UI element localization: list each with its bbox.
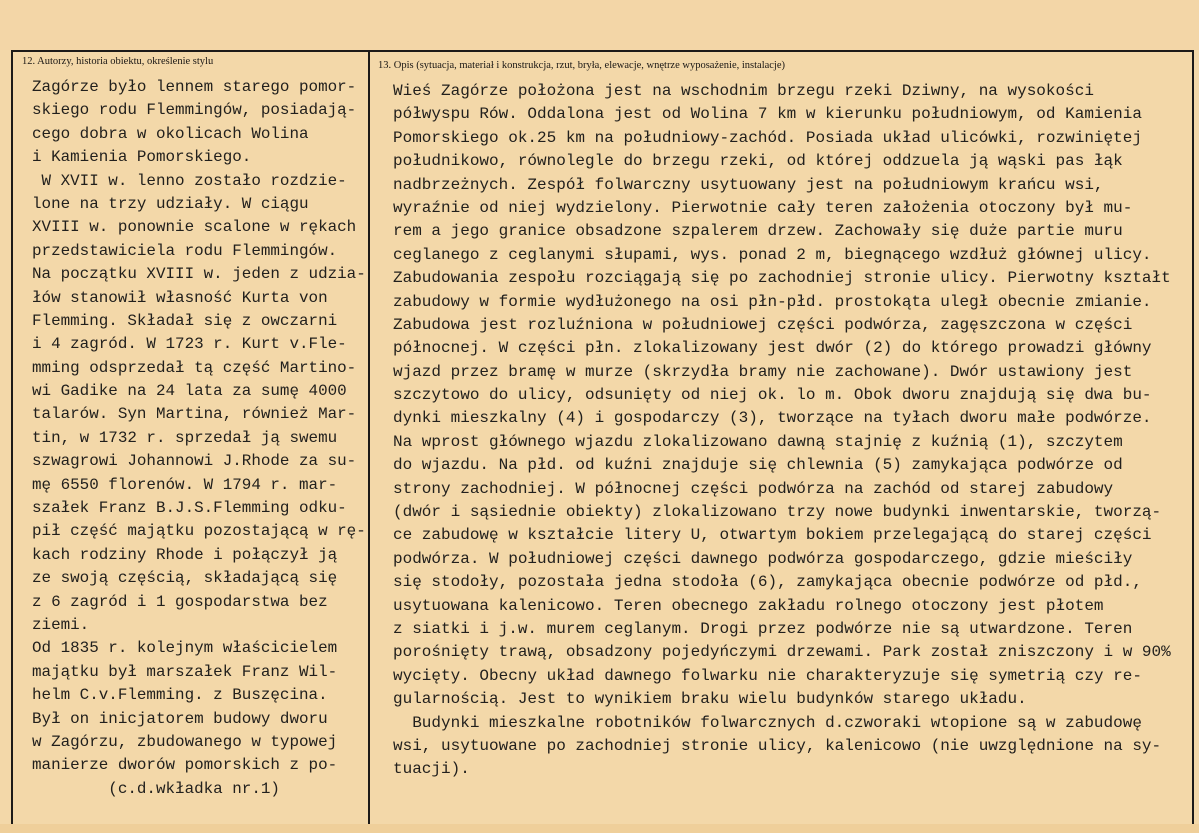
history-text-line: W XVII w. lenno zostało rozdzie-: [32, 171, 347, 190]
description-text-line: dynki mieszkalny (4) i gospodarczy (3), tworzące na tyłach dworu małe podwórze.: [393, 409, 1152, 428]
description-text-line: rem a jego granice obsadzone szpalerem drzew. Zachowały się duże partie muru: [393, 222, 1123, 241]
description-text-line: wycięty. Obecny układ dawnego folwarku nie charakteryzuje się symetrią czy re-: [393, 666, 1142, 685]
history-text-line: przedstawiciela rodu Flemmingów.: [32, 241, 338, 260]
history-text-line: mę 6550 florenów. W 1794 r. mar-: [32, 475, 338, 494]
description-text-line: Na wprost głównego wjazdu zlokalizowano dawną stajnię z kuźnią (1), szczytem: [393, 432, 1123, 451]
card-top-margin: [0, 0, 1199, 50]
description-text-line: południkowo, równolegle do brzegu rzeki, od której oddzuela ją wąski pas łąk: [393, 152, 1123, 171]
frame-left-line: [11, 50, 13, 825]
history-text-line: ziemi.: [32, 615, 90, 634]
history-text-line: Był on inicjatorem budowy dworu: [32, 709, 328, 728]
description-text-line: Zabudowania zespołu rozciągają się po zachodniej stronie ulicy. Pierwotny kształt: [393, 269, 1171, 288]
history-text-line: Od 1835 r. kolejnym właścicielem: [32, 639, 338, 658]
history-text-line: skiego rodu Flemmingów, posiadają-: [32, 101, 357, 120]
history-text-line: Flemming. Składał się z owczarni: [32, 311, 338, 330]
description-text-line: Wieś Zagórze położona jest na wschodnim brzegu rzeki Dziwny, na wysokości: [393, 82, 1094, 100]
description-text-line: ceglanego z ceglanymi słupami, wys. ponad 2 m, biegnącego wzdłuż głównej ulicy.: [393, 245, 1152, 264]
description-text-line: nadbrzeżnych. Zespół folwarczny usytuowany jest na południowym krańcu wsi,: [393, 175, 1104, 194]
history-text-line: talarów. Syn Martina, również Mar-: [32, 405, 357, 424]
history-text-line: Zagórze było lennem starego pomor-: [32, 78, 357, 96]
frame-right-line: [1192, 50, 1194, 825]
history-text-line: łów stanowił własność Kurta von: [32, 288, 328, 307]
history-text-line: Na początku XVIII w. jeden z udzia-: [32, 265, 366, 284]
description-text-line: Zabudowa jest rozluźniona w południowej części podwórza, zagęszczona w części: [393, 315, 1133, 334]
history-text-line: majątku był marszałek Franz Wil-: [32, 662, 338, 681]
history-text-line: lone na trzy udziały. W ciągu: [32, 194, 309, 213]
description-text-line: półwyspu Rów. Oddalona jest od Wolina 7 km w kierunku południowym, od Kamienia: [393, 105, 1142, 124]
history-text-line: pił część majątku pozostającą w rę-: [32, 522, 366, 541]
history-text-line: mming odsprzedał tą część Martino-: [32, 358, 357, 377]
description-text-line: wsi, usytuowane po zachodniej stronie ulicy, kalenicowo (nie uwzględnione na sy-: [393, 736, 1162, 755]
section-12-heading: 12. Autorzy, historia obiektu, określenie stylu: [22, 56, 214, 67]
history-text-line: wi Gadike na 24 lata za sumę 4000: [32, 382, 347, 401]
history-text-line: i 4 zagród. W 1723 r. Kurt v.Fle-: [32, 335, 347, 354]
description-text-line: wyraźnie od niej wydzielony. Pierwotnie cały teren założenia otoczony był mu-: [393, 198, 1133, 217]
description-text-line: do wjazdu. Na płd. od kuźni znajduje się chlewnia (5) zamykająca podwórze od: [393, 456, 1123, 475]
history-text-line: i Kamienia Pomorskiego.: [32, 148, 252, 167]
description-text-line: północnej. W części płn. zlokalizowany jest dwór (2) do którego prowadzi główny: [393, 339, 1152, 358]
description-text-line: podwórza. W południowej części dawnego podwórza gospodarczego, gdzie mieściły: [393, 549, 1133, 568]
description-text-line: usytuowana kalenicowo. Teren obecnego zakładu rolnego otoczony jest płotem: [393, 596, 1104, 615]
history-text-line: szwagrowi Johannowi J.Rhode za su-: [32, 452, 357, 471]
history-text-column: [32, 76, 366, 801]
description-text-line: (dwór i sąsiednie obiekty) zlokalizowano trzy nowe budynki inwentarskie, tworzą-: [393, 503, 1162, 522]
history-text-line: cego dobra w okolicach Wolina: [32, 124, 309, 143]
description-text-line: gularnością. Jest to wynikiem braku wielu budynków starego układu.: [393, 690, 1027, 709]
description-text-line: z siatki i j.w. murem ceglanym. Drogi przez podwórze nie są utwardzone. Teren: [393, 619, 1133, 638]
history-text-line: helm C.v.Flemming. z Buszęcina.: [32, 686, 328, 705]
description-text-line: ce zabudowę w kształcie litery U, otwartym bokiem przelegającą do starej części: [393, 526, 1152, 545]
description-text-line: Pomorskiego ok.25 km na południowy-zachód. Posiada układ ulicówki, rozwiniętej: [393, 128, 1142, 147]
description-text-line: szczytowo do ulicy, odsunięty od niej ok. lo m. Obok dworu znajdują się dwa bu-: [393, 386, 1152, 405]
history-text-line: z 6 zagród i 1 gospodarstwa bez: [32, 592, 328, 611]
description-text-column: [393, 80, 1171, 782]
description-text-line: tuacji).: [393, 760, 470, 779]
section-13-heading: 13. Opis (sytuacja, materiał i konstrukcja, rzut, bryła, elewacje, wnętrze wyposażenie, instalacje): [378, 60, 786, 71]
history-text-line: manierze dworów pomorskich z po-: [32, 756, 338, 775]
history-text-line: tin, w 1732 r. sprzedał ją swemu: [32, 428, 338, 447]
description-text-line: zabudowy w formie wydłużonego na osi płn-płd. prostokąta uległ obecnie zmianie.: [393, 292, 1152, 311]
frame-top-line: [11, 50, 1194, 52]
description-text-line: strony zachodniej. W północnej części podwórza na zachód od starej zabudowy: [393, 479, 1114, 498]
column-divider: [368, 50, 370, 825]
history-text-line: szałek Franz B.J.S.Flemming odku-: [32, 499, 347, 518]
description-text-line: porośnięty trawą, obsadzony pojedyńczymi drzewami. Park został zniszczony i w 90%: [393, 643, 1171, 662]
history-text-line: w Zagórzu, zbudowanego w typowej: [32, 732, 338, 751]
history-text-line: kach rodziny Rhode i połączył ją: [32, 545, 338, 564]
card-bottom-edge: [0, 824, 1199, 833]
description-text-line: się stodoły, pozostała jedna stodoła (6), zamykająca obecnie podwórze od płd.,: [393, 573, 1142, 592]
description-text-line: wjazd przez bramę w murze (skrzydła bramy nie zachowane). Dwór ustawiony jest: [393, 362, 1133, 381]
history-text-line: XVIII w. ponownie scalone w rękach: [32, 218, 357, 237]
description-text-line: Budynki mieszkalne robotników folwarcznych d.czworaki wtopione są w zabudowę: [393, 713, 1142, 732]
history-text-line: (c.d.wkładka nr.1): [32, 779, 280, 798]
history-text-line: ze swoją częścią, składającą się: [32, 569, 338, 588]
